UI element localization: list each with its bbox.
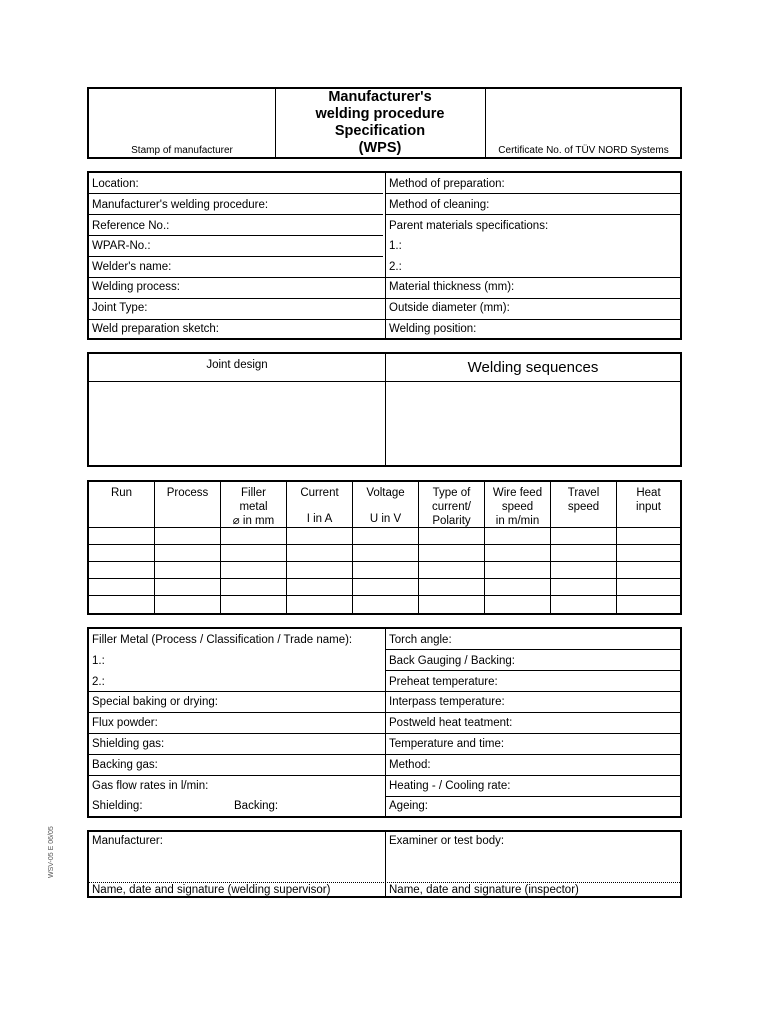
supervisor-signature-label: Name, date and signature (welding supervisor) [92,884,331,896]
temperature-time-field[interactable]: Temperature and time: [389,738,505,750]
method-field[interactable]: Method: [389,759,431,771]
runs-table [87,480,682,615]
inspector-signature-label: Name, date and signature (inspector) [389,884,579,896]
col-filler-metal: Filler metal ⌀ in mm [232,487,275,527]
joint-design-label: Joint design [206,359,268,371]
parent-materials-label: Parent materials specifications: [389,220,549,232]
backing-gas-field[interactable]: Backing gas: [92,759,158,771]
col-current-type: Type of current/ Polarity [432,487,471,527]
wpar-no-field[interactable]: WPAR-No.: [92,240,151,252]
stamp-label: Stamp of manufacturer [131,145,233,156]
general-info-box [87,171,682,340]
joint-type-field[interactable]: Joint Type: [92,302,148,314]
postweld-heat-field[interactable]: Postweld heat teatment: [389,717,513,729]
location-field[interactable]: Location: [92,178,139,190]
materials-box [87,627,682,818]
reference-no-field[interactable]: Reference No.: [92,220,170,232]
col-process: Process [166,487,209,499]
shielding-flow-field[interactable]: Shielding: [92,800,143,812]
back-gauging-field[interactable]: Back Gauging / Backing: [389,655,515,667]
filler-metal-2-field[interactable]: 2.: [92,676,105,688]
material-thickness-field[interactable]: Material thickness (mm): [389,281,515,293]
examiner-signature-area[interactable] [386,849,680,882]
welder-name-field[interactable]: Welder's name: [92,261,172,273]
welding-sequences-area[interactable] [386,382,680,465]
backing-flow-field[interactable]: Backing: [234,800,279,812]
method-cleaning-field[interactable]: Method of cleaning: [389,199,490,211]
header-box [87,87,682,159]
preheat-temp-field[interactable]: Preheat temperature: [389,676,498,688]
filler-metal-1-field[interactable]: 1.: [92,655,105,667]
ageing-field[interactable]: Ageing: [389,800,429,812]
manufacturer-label: Manufacturer: [92,835,163,847]
welding-sequences-label: Welding sequences [467,359,599,376]
torch-angle-field[interactable]: Torch angle: [389,634,452,646]
col-current: Current I in A [300,487,339,525]
certificate-label: Certificate No. of TÜV NORD Systems [498,145,669,156]
manufacturer-procedure-field[interactable]: Manufacturer's welding procedure: [92,199,269,211]
wps-title: Manufacturer's welding procedure Specification (WPS) [315,89,445,156]
gas-flow-rates-label: Gas flow rates in l/min: [92,780,209,792]
flux-powder-field[interactable]: Flux powder: [92,717,158,729]
col-wire-feed: Wire feed speed in m/min [492,487,543,527]
filler-metal-label: Filler Metal (Process / Classification / Trade name): [92,634,353,646]
welding-process-field[interactable]: Welding process: [92,281,180,293]
col-heat-input: Heat input [636,487,661,513]
col-travel-speed: Travel speed [567,487,600,513]
manufacturer-signature-area[interactable] [89,849,385,882]
shielding-gas-field[interactable]: Shielding gas: [92,738,165,750]
parent-material-1-field[interactable]: 1.: [389,240,402,252]
weld-prep-sketch-field[interactable]: Weld preparation sketch: [92,323,219,335]
examiner-label: Examiner or test body: [389,835,505,847]
parent-material-2-field[interactable]: 2.: [389,261,402,273]
form-code: WSV-05 E 06/05 [48,826,55,878]
heating-cooling-rate-field[interactable]: Heating - / Cooling rate: [389,780,511,792]
design-box [87,352,682,467]
joint-design-area[interactable] [89,382,385,465]
interpass-temp-field[interactable]: Interpass temperature: [389,696,505,708]
special-baking-field[interactable]: Special baking or drying: [92,696,218,708]
method-preparation-field[interactable]: Method of preparation: [389,178,505,190]
col-run: Run [110,487,133,499]
signatures-box [87,830,682,898]
col-voltage: Voltage U in V [366,487,405,525]
welding-position-field[interactable]: Welding position: [389,323,477,335]
outside-diameter-field[interactable]: Outside diameter (mm): [389,302,510,314]
